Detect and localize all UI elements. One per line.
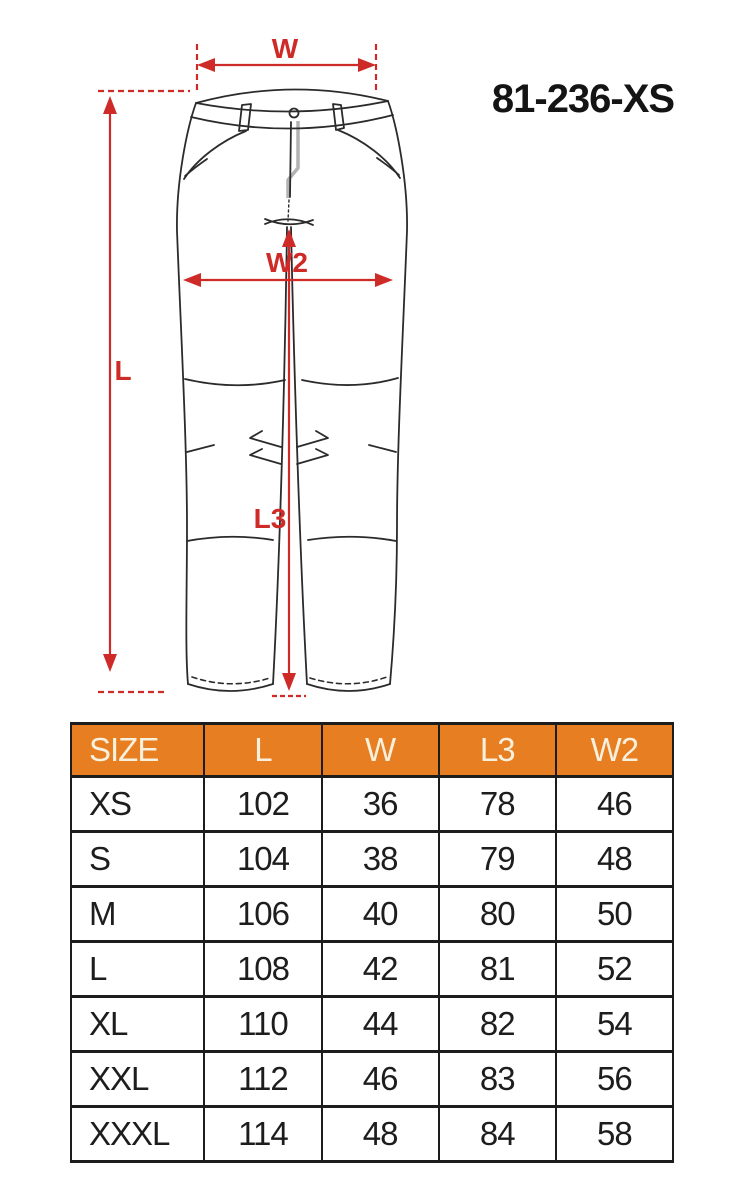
value-cell: 104 — [204, 832, 321, 887]
header-w: W — [322, 724, 439, 777]
header-l3: L3 — [439, 724, 556, 777]
size-cell: XXXL — [71, 1107, 204, 1162]
value-cell: 114 — [204, 1107, 321, 1162]
dimension-lines — [98, 44, 387, 696]
table-row — [71, 997, 673, 1052]
table-row — [71, 887, 673, 942]
value-cell: 80 — [439, 887, 556, 942]
size-cell: M — [71, 887, 204, 942]
table-row — [71, 942, 673, 997]
value-cell: 81 — [439, 942, 556, 997]
value-cell: 79 — [439, 832, 556, 887]
value-cell: 52 — [556, 942, 673, 997]
header-l: L — [204, 724, 321, 777]
table-row — [71, 1107, 673, 1162]
value-cell: 112 — [204, 1052, 321, 1107]
value-cell: 50 — [556, 887, 673, 942]
size-table-body — [71, 777, 673, 1162]
value-cell: 56 — [556, 1052, 673, 1107]
value-cell: 38 — [322, 832, 439, 887]
size-table — [70, 722, 674, 1163]
dimension-label-l3: L3 — [253, 503, 287, 534]
header-w2: W2 — [556, 724, 673, 777]
value-cell: 48 — [556, 832, 673, 887]
value-cell: 82 — [439, 997, 556, 1052]
size-table-header — [71, 724, 673, 777]
size-cell: XXL — [71, 1052, 204, 1107]
value-cell: 54 — [556, 997, 673, 1052]
value-cell: 58 — [556, 1107, 673, 1162]
table-header-row — [71, 724, 673, 777]
value-cell: 108 — [204, 942, 321, 997]
table-row — [71, 832, 673, 887]
product-code: 81-236-XS — [491, 77, 675, 121]
pants-outline — [177, 89, 407, 691]
size-cell: XS — [71, 777, 204, 832]
value-cell: 83 — [439, 1052, 556, 1107]
size-cell: XL — [71, 997, 204, 1052]
dimension-labels — [114, 33, 308, 534]
table-row — [71, 1052, 673, 1107]
dimension-arrowheads — [103, 58, 393, 691]
value-cell: 46 — [556, 777, 673, 832]
value-cell: 46 — [322, 1052, 439, 1107]
dimension-label-w: W — [271, 33, 299, 64]
value-cell: 84 — [439, 1107, 556, 1162]
value-cell: 48 — [322, 1107, 439, 1162]
value-cell: 110 — [204, 997, 321, 1052]
value-cell: 78 — [439, 777, 556, 832]
header-size: SIZE — [71, 724, 204, 777]
value-cell: 40 — [322, 887, 439, 942]
value-cell: 106 — [204, 887, 321, 942]
table-row — [71, 777, 673, 832]
size-cell: L — [71, 942, 204, 997]
value-cell: 102 — [204, 777, 321, 832]
value-cell: 42 — [322, 942, 439, 997]
value-cell: 36 — [322, 777, 439, 832]
size-cell: S — [71, 832, 204, 887]
dimension-label-l: L — [114, 355, 132, 386]
dimension-label-w2: W2 — [266, 247, 308, 278]
value-cell: 44 — [322, 997, 439, 1052]
